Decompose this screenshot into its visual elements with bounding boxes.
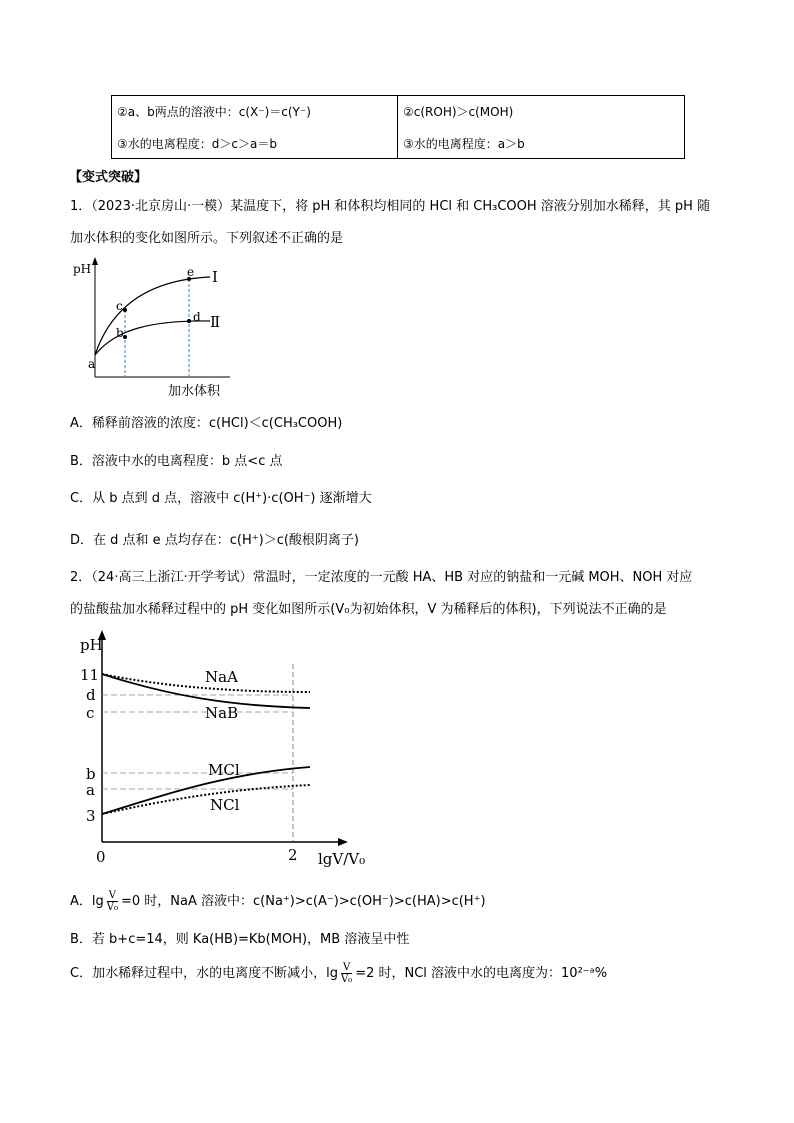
table-cell: ③水的电离程度：a＞b (403, 137, 525, 151)
q2-stem-line2: 的盐酸盐加水稀释过程中的 pH 变化如图所示(V₀为初始体积，V 为稀释后的体积)，下列说法不正确的是 (70, 602, 667, 617)
q2-label-MCl: MCl (208, 761, 240, 779)
q2-label-NaB: NaB (205, 704, 239, 722)
q1-x-label: 加水体积 (168, 384, 221, 399)
q2-x-arrow (338, 838, 348, 846)
q1-option-c: C．从 b 点到 d 点，溶液中 c(H⁺)·c(OH⁻) 逐渐增大 (70, 491, 372, 506)
q1-chart (70, 255, 240, 405)
q2-option-a-suffix: =0 时，NaA 溶液中：c(Na⁺)>c(A⁻)>c(OH⁻)>c(HA)>c(H⁺) (121, 894, 486, 909)
q2-xtick-0: 0 (96, 848, 106, 866)
q2-x-label: lgV/V₀ (318, 850, 366, 868)
q2-xtick-2: 2 (288, 846, 298, 864)
q1-y-arrow (92, 257, 98, 265)
q1-y-label: pH (73, 262, 92, 276)
q2-ytick-c: c (86, 704, 95, 722)
q1-stem-line1: 1．（2023·北京房山·一模）某温度下，将 pH 和体积均相同的 HCl 和 CH₃COOH 溶液分别加水稀释，其 pH 随 (70, 199, 711, 214)
q1-label-b: b (116, 326, 124, 340)
q2-ytick-11: 11 (80, 666, 100, 684)
q2-y-label: pH (80, 636, 103, 654)
q1-label-e: e (187, 265, 195, 279)
q2-option-a-prefix: A．lg (70, 894, 104, 909)
q1-label-a: a (88, 357, 96, 371)
q1-label-c: c (116, 299, 123, 313)
q2-stem-line1: 2．（24·高三上浙江·开学考试）常温时，一定浓度的一元酸 HA、HB 对应的钠盐和一元碱 MOH、NOH 对应 (70, 570, 693, 585)
q1-option-b: B．溶液中水的电离程度：b 点<c 点 (70, 454, 283, 469)
q1-point-d (187, 319, 191, 323)
q1-point-c (123, 308, 127, 312)
q2-option-b: B．若 b+c=14，则 Ka(HB)=Kb(MOH)，MB 溶液呈中性 (70, 932, 410, 947)
q2-ytick-a: a (86, 781, 95, 799)
q1-option-d: D．在 d 点和 e 点均存在：c(H⁺)＞c(酸根阴离子) (70, 533, 360, 548)
q1-option-a: A．稀释前溶液的浓度：c(HCl)＜c(CH₃COOH) (70, 416, 343, 431)
q1-curve-label-I: I (212, 268, 218, 286)
q1-curve-label-II: Ⅱ (210, 313, 221, 331)
q2-label-NCl: NCl (210, 796, 240, 814)
q2-ytick-3: 3 (86, 807, 96, 825)
q2-option-a (70, 888, 486, 916)
q2-chart (80, 628, 380, 878)
q2-option-c (70, 960, 607, 988)
section-title: 【变式突破】 (69, 170, 148, 185)
q1-stem-line2: 加水体积的变化如图所示。下列叙述不正确的是 (70, 231, 344, 246)
q2-ytick-d: d (86, 686, 96, 704)
table-cell: ③水的电离程度：d＞c＞a＝b (117, 137, 277, 151)
q2-ytick-b: b (86, 765, 96, 783)
table-cell: ②c(ROH)＞c(MOH) (403, 105, 514, 119)
q2-option-c-prefix: C．加水稀释过程中，水的电离度不断减小，lg (70, 966, 338, 981)
q2-option-a-fraction: $\frac{V}{\text{V₀}}$ (106, 890, 118, 913)
table-cell: ②a、b两点的溶液中：c(X⁻)＝c(Y⁻) (117, 105, 311, 119)
q1-curve-II (95, 321, 210, 355)
q2-label-NaA: NaA (205, 668, 238, 686)
q2-curve-MCl (102, 767, 310, 814)
q2-option-c-suffix: =2 时，NCl 溶液中水的电离度为：10²⁻ᵃ% (355, 966, 608, 981)
q2-option-c-fraction: $\frac{V}{\text{V₀}}$ (340, 962, 353, 985)
q1-label-d: d (193, 310, 201, 324)
